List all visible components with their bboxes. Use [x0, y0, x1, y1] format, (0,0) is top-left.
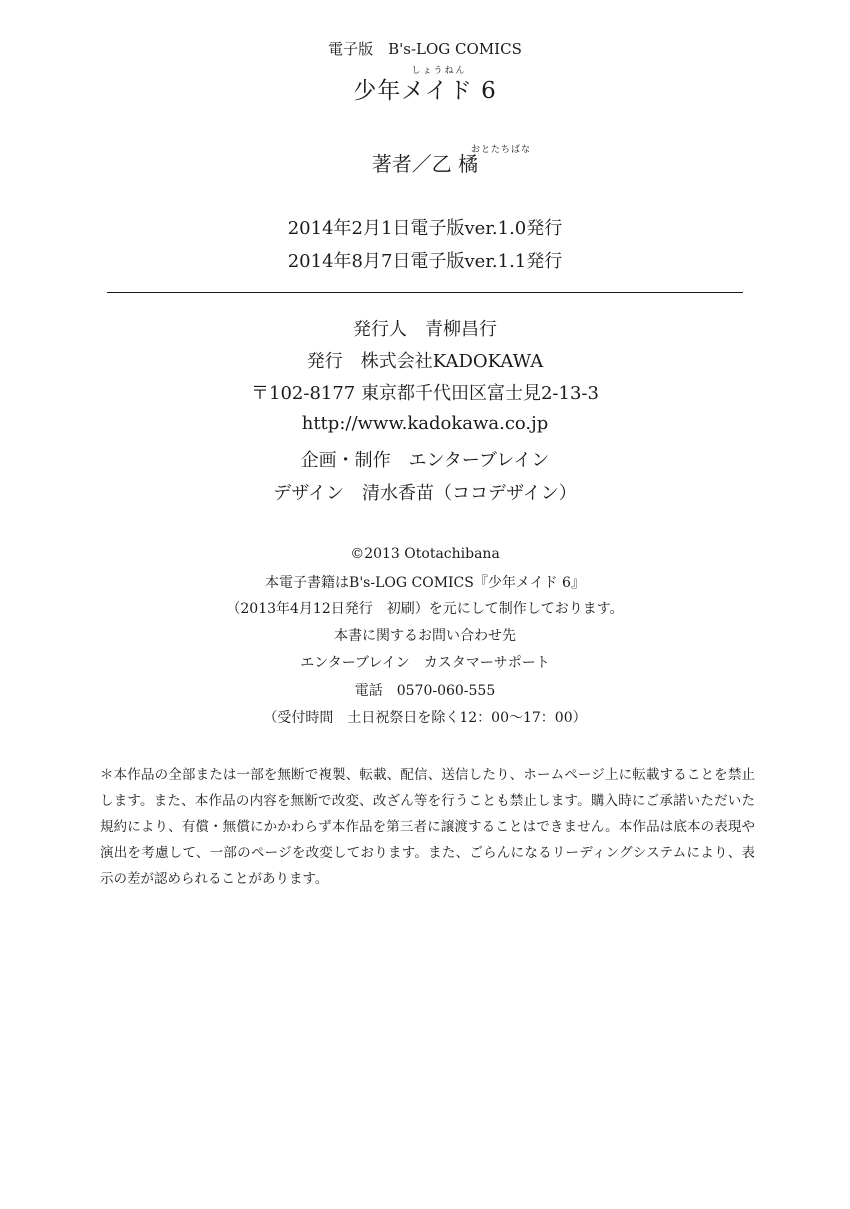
copyright-line: ©2013 Ototachibana — [350, 546, 500, 562]
book-title: 少年メイド 6 — [353, 78, 497, 104]
author-line: 著者／乙 橘 — [371, 152, 479, 176]
title-ruby: しょうねん — [411, 66, 467, 76]
planning-credit: 企画・制作 エンターブレイン — [300, 450, 550, 471]
publisher: 発行 株式会社KADOKAWA — [306, 351, 544, 372]
source-line-2: （2013年4月12日発行 初刷）を元にして制作しております。 — [226, 601, 624, 617]
support-phone: 電話 0570-060-555 — [354, 683, 496, 699]
legal-notice: ＊本作品の全部または一部を無断で複製、転載、配信、送信したり、ホームページ上に転載することを禁止します。また、本作品の内容を無断で改変、改ざん等を行うことも禁止します。購入時にご承諾いただいた規約により、有償・無償にかかわらず本作品を第三者に譲渡することはできません。本作品は底本の表現や演出を考慮して、一部のページを改変しております。また、ごらんになるリーディングシステムにより、表示の差が認められることがあります。 — [100, 767, 755, 887]
contact-heading: 本書に関するお問い合わせ先 — [334, 628, 516, 644]
support-hours: （受付時間 土日祝祭日を除く12：00〜17：00） — [263, 710, 587, 726]
release-date-1: 2014年2月1日電子版ver.1.0発行 — [287, 218, 563, 239]
design-credit: デザイン 清水香苗（ココデザイン） — [273, 483, 577, 504]
release-date-2: 2014年8月7日電子版ver.1.1発行 — [287, 251, 563, 272]
support-name: エンターブレイン カスタマーサポート — [300, 655, 550, 671]
source-line-1: 本電子書籍はB's-LOG COMICS『少年メイド 6』 — [265, 575, 585, 591]
divider-rule — [107, 292, 743, 293]
publisher-person: 発行人 青柳昌行 — [353, 319, 497, 340]
publisher-address: 〒102-8177 東京都千代田区富士見2-13-3 — [251, 383, 599, 404]
series-label: 電子版 B's-LOG COMICS — [328, 40, 522, 58]
publisher-url[interactable]: http://www.kadokawa.co.jp — [301, 413, 549, 434]
author-ruby: おとたちばな — [470, 145, 531, 155]
